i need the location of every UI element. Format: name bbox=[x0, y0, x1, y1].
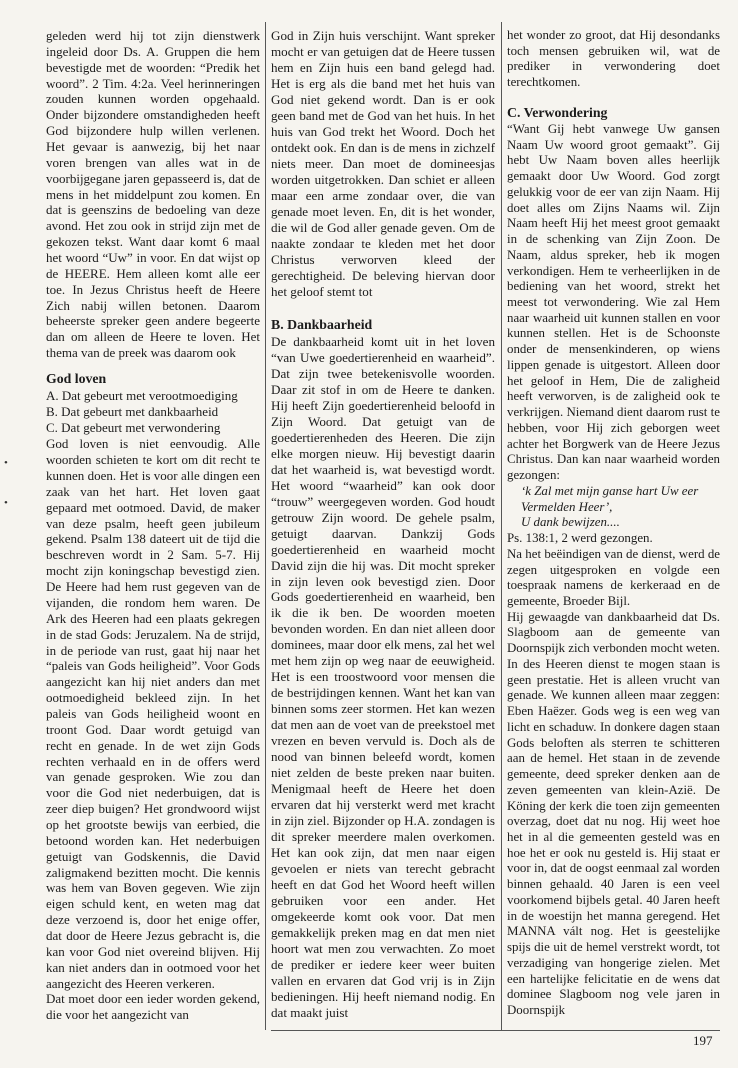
hymn-quote bbox=[507, 484, 720, 531]
sermon-outline bbox=[46, 388, 260, 436]
paragraph: God loven is niet eenvoudig. Alle woorden schieten te kort om dit recht te kunnen doen. Het is voor alle dingen een zaak van het hart. Het loven gaat gepaard met ootmoed. David, de maker van deze psalm, heeft geen jubileum gekend. Psalm 138 dateert uit de tijd die beschreven wordt in 2 Sam. 5-7. Hij mocht zijn koningschap bevestigd zien. De Heere had hem rust gegeven van de vijanden, die rondom hem waren. De Ark des Heeren had een plaats gekregen in de stad Gods: Jeruzalem. Na de strijd, in de periode van rust, gaat hij naar het “paleis van Gods heiligheid”. Voor Gods aangezicht kan hij niet anders dan met ootmoedigheid bekleed zijn. In het paleis van Gods heiligheid woont en troont God. Daar wordt getuigd van recht en genade. In de wet zijn Gods rechten verhaald en in de offers werd van genade gesproken. Wie zou dan voor die God niet nederbuigen, dat is zeer diep buigen? Het grondwoord wijst op het grootste bewijs van eerbied, die betoond worden kan. Het nederbuigen getuigt van Godskennis, die David zaligmakend bezitten mocht. Die kennis was hem van Boven gegeven. Wie zijn eigen schuld kent, en weten mag dat deze verzoend is, door het enige offer, dat door de Heere Jezus gebracht is, die kan voor God niet overeind blijven. Hij kan niet anders dan in ootmoed voor het aangezicht des Heeren verkeren. bbox=[46, 436, 260, 991]
psalm-note: Ps. 138:1, 2 werd gezongen. bbox=[507, 531, 653, 546]
column-divider bbox=[501, 22, 502, 1030]
margin-mark: • bbox=[4, 457, 8, 469]
page-number: 197 bbox=[693, 1033, 713, 1048]
paragraph: God in Zijn huis verschijnt. Want spreker mocht er van getuigen dat de Heere tussen hem en Zijn huis een band gelegd had. Het is erg als die band met het huis van God niet gekend wordt. Dan is er ook geen band met de God van het huis. In het huis van God trekt het Woord. Doch het ontdekt ook. En dan is de mens in zichzelf niets meer. Dan moet de domineesjas worden uitgetrokken. Dan schiet er alleen maar een arme zondaar over, die van genade moet leven. En, dit is het wonder, die wil de God aller genade geven. Om de naakte zondaar te kleden met het door Christus verworven kleed der gerechtigheid. De beleving hiervan door het geloof stemt tot bbox=[271, 28, 495, 299]
paragraph: geleden werd hij tot zijn dienstwerk ingeleid door Ds. A. Gruppen die hem bevestigde met de woorden: “Predik het woord”. 2 Tim. 4:2a. Veel herinneringen zouden kunnen worden opgehaald. Onder bijzondere omstandigheden heeft God bijzondere hulp willen verlenen. Het gevaar is aanwezig, bij het naar voren brengen van alles wat in de voorbijgegane jaren gepasseerd is, dat de mens in het middelpunt zou komen. En dat is geenszins de bedoeling van deze avond. Het zou ook in strijd zijn met de gekozen tekst. Want daar komt 6 maal het woord “Uw” in voor. En dat wijst op de HEERE. Hem alleen komt alle eer toe. In Jezus Christus heeft de Heere Zich nabij willen betonen. Daarom beheerste spreker geen andere begeerte dan om alleen de Heere te loven. Het thema van de preek was daarom ook bbox=[46, 28, 260, 361]
quote-line: U dank bewijzen.... bbox=[521, 515, 620, 530]
outline-item: C. Dat gebeurt met verwondering bbox=[46, 420, 221, 436]
outline-item: A. Dat gebeurt met verootmoediging bbox=[46, 388, 238, 404]
paragraph: Dat moet door een ieder worden gekend, die voor het aangezicht van bbox=[46, 991, 260, 1023]
paragraph: “Want Gij hebt vanwege Uw gansen Naam Uw woord groot gemaakt”. Gij hebt Uw Naam boven alles heerlijk gemaakt door Uw Woord. God zorgt gelukkig voor de eer van zijn Naam. Hij doet alles om Zijns Naams wil. Zijn Naam heeft Hij het meest groot gemaakt in de schenking van Zijn Zoon. De Naam, aldus spreker, heb ik mogen verkondigen. Hem te verheerlijken in de bediening van het woord, strekt het meest tot verwondering. Wie zal Hem naar waarheid uit kunnen stallen en voor kunnen stellen. Het is de Schoonste onder de mensenkinderen, op wiens lippen genade is uitgestort. Alleen door het geloof in Hem, Die de zaligheid heeft verworven, is de zaligheid ook te verkrijgen. Niemand dient daarom rust te hebben, voor Hij zich geborgen weet achter het Borgwerk van de Heere Jezus Christus. Dan kan naar waarheid worden gezongen: bbox=[507, 121, 720, 483]
margin-mark: • bbox=[4, 497, 8, 509]
section-heading: God loven bbox=[46, 371, 107, 387]
paragraph: Na het beëindigen van de dienst, werd de zegen uitgesproken en volgde een toespraak namens de kerkeraad en de gemeente, Broeder Bijl. bbox=[507, 546, 720, 608]
quote-line: Vermelden Heer’, bbox=[521, 499, 613, 514]
paragraph: De dankbaarheid komt uit in het loven “van Uwe goedertierenheid en waarheid”. Dat zijn twee betekenisvolle woorden. Daar zit stof in om de Heere te danken. Hij heeft Zijn goedertierenheid beloofd in Zijn Woord. Dat getuigt van de goedertierenheden des Heeren. Die zijn elke morgen nieuw. Hij bevestigt daarin dat het waarheid is, wat bevestigd wordt. Het woord “waarheid” kan ook door “trouw” weergegeven worden. God houdt getrouw Zijn woord. De gehele psalm, getuigt daarvan. Dankzij Gods goedertierenheid en waarheid mocht David zijn die hij was. Dit mocht spreker in zijn leven ook bevestigd zien. Door Gods goedertierenheid en waarheid, ben ik die ik ben. De woorden moeten bevonden worden. En dan niet alleen door dominees, maar door elk mens, zal het wel met hem zijn op weg naar de eeuwigheid. Het is een troostwoord voor mensen die de bestrijdingen kennen. Want het kan van binnen soms zeer stormen. Het kan wezen dat men aan de voet van de preekstoel met vrezen en beven vervuld is. Doch als de nood van binnen beleefd wordt, komen niet zelden de beste preken naar buiten. Menigmaal heeft de Heere het doen ervaren dat hij versterkt werd met kracht in zijn ziel. Bijzonder op H.A. zondagen is dit spreker meerdere malen overkomen. Het kan ook zijn, dat men naar eigen gevoelen er niets van terecht gebracht heeft en dat God het Woord heeft willen gebruiken voor een ander. Het omgekeerde komt ook voor. Dat men gemakkelijk preken mag en dat men niet hoort wat men zou verwachten. Zo moet de prediker er iedere keer weer buiten vallen en ervaren dat God vrij is in Zijn bedieningen. Hij heeft niemand nodig. En dat maakt juist bbox=[271, 333, 495, 1021]
section-heading: B. Dankbaarheid bbox=[271, 316, 373, 332]
column-right bbox=[507, 28, 720, 1019]
section-heading: C. Verwondering bbox=[507, 104, 608, 120]
paragraph: Hij gewaagde van dankbaarheid dat Ds. Slagboom aan de gemeente van Doornspijk zich verbonden mocht weten. In des Heeren dienst te mogen staan is geen prestatie. Het is alleen vrucht van genade. We kunnen alleen maar zeggen: Eben Haëzer. Gods weg is een weg van licht en schaduw. In donkere dagen staan Gods beloften als sterren te schitteren aan de hemel. Het staan in de zevende gemeente, deed spreker denken aan de zeven gemeenten van klein-Azië. De Köning der kerk die toen zijn gemeenten overzag, doet dat nu nog. Hij weet hoe het in al die gemeenten gesteld was en hoe het er ook nu gesteld is. Hij staat er voor in, dat de oogst eenmaal zal worden binnen gehaald. 40 Jaren is een veel voorkomend bijbels getal. 40 Jaren heeft in de woestijn het manna geregend. Het MANNA vált nog. Het is geestelijke spijs die uit de hemel verstrekt wordt, tot verzadiging van hongerige zielen. Met een hartelijke felicitatie en de wens dat dominee Slagboom nog vele jaren in Doornspijk bbox=[507, 609, 720, 1018]
footer-rule bbox=[271, 1030, 720, 1031]
column-middle bbox=[271, 28, 495, 1021]
paragraph: het wonder zo groot, dat Hij desondanks toch mensen gebruiken wil, wat de prediker in verwondering doet terechtkomen. bbox=[507, 28, 720, 90]
quote-line: ‘k Zal met mijn ganse hart Uw eer bbox=[521, 483, 699, 498]
column-divider bbox=[265, 22, 266, 1030]
outline-item: B. Dat gebeurt met dankbaarheid bbox=[46, 404, 219, 420]
column-left bbox=[46, 28, 260, 1023]
